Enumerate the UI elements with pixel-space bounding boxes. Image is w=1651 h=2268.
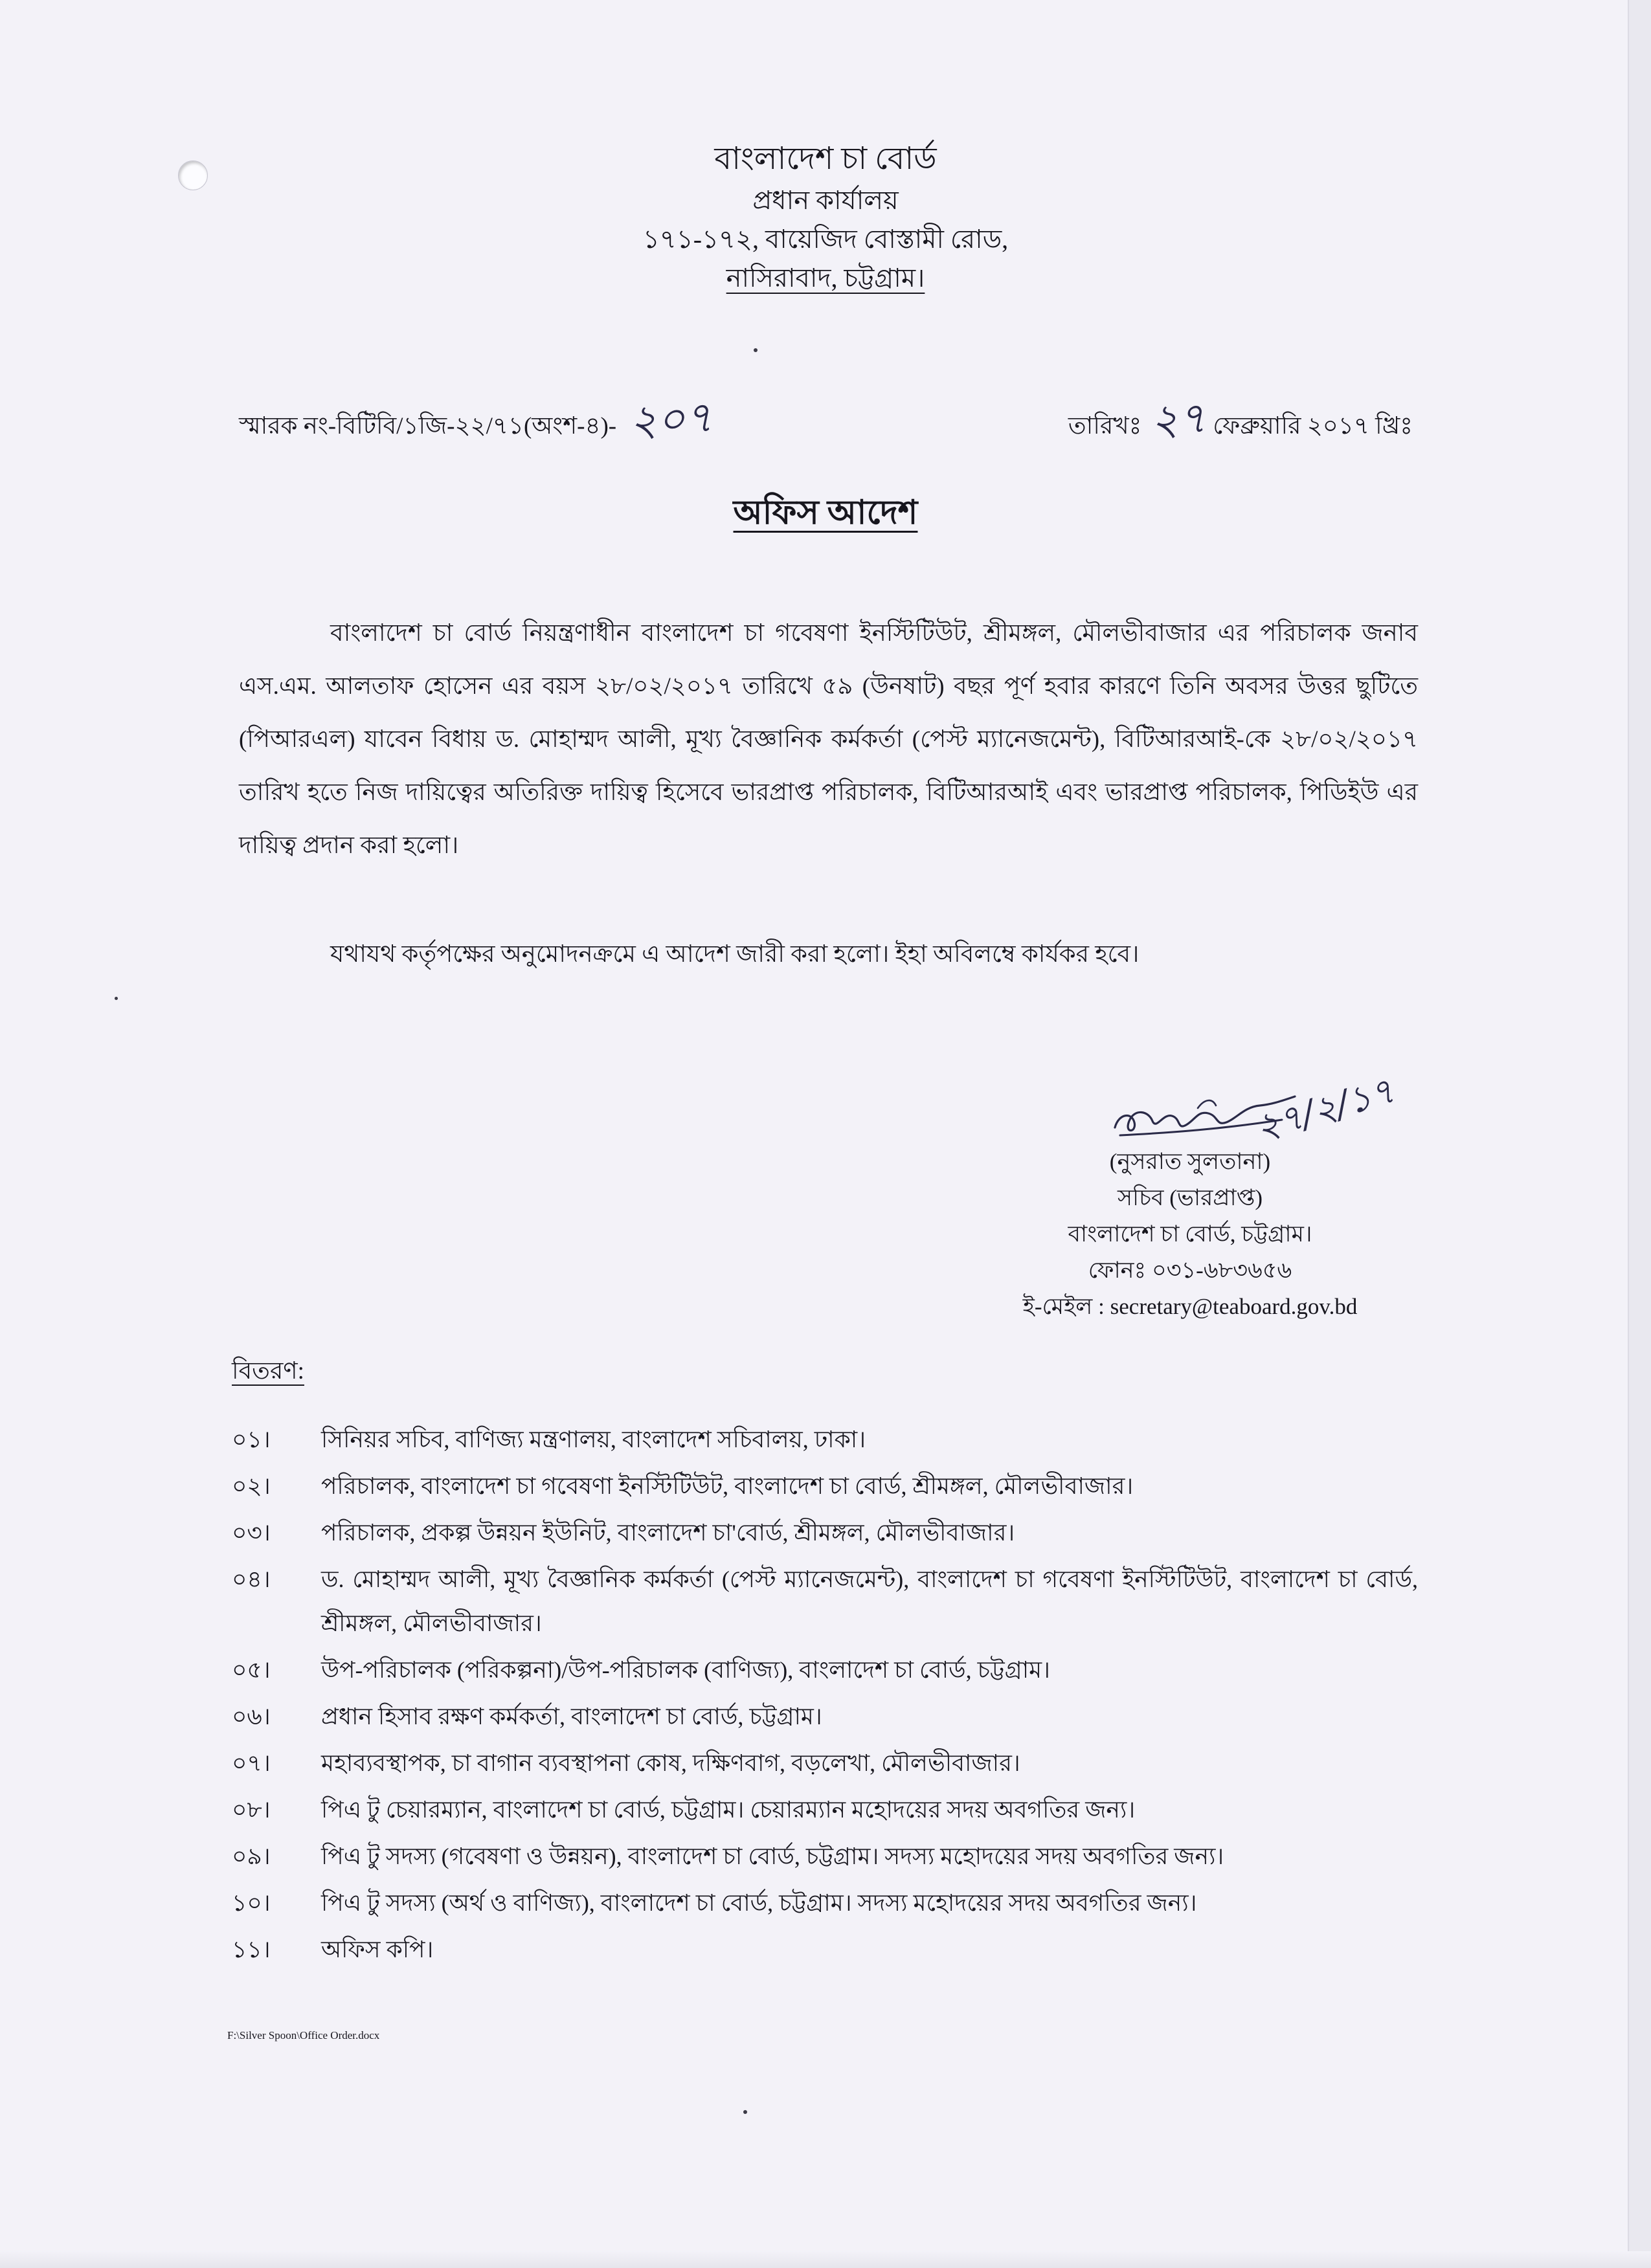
order-paragraph-1: বাংলাদেশ চা বোর্ড নিয়ন্ত্রণাধীন বাংলাদেশ চা গবেষণা ইনস্টিটিউট, শ্রীমঙ্গল, মৌলভীবাজার এর পরিচালক জনাব এস.এম. আলতাফ হোসেন এর বয়স ২৮/০২/২০১৭ তারিখে ৫৯ (উনষাট) বছর পূর্ণ হবার কারণে তিনি অবসর উত্তর ছুটিতে (পিআরএল) যাবেন বিধায় ড. মোহাম্মদ আলী, মূখ্য বৈজ্ঞানিক কর্মকর্তা (পেস্ট ম্যানেজমেন্ট), বিটিআরআই-কে ২৮/০২/২০১৭ তারিখ হতে নিজ দায়িত্বের অতিরিক্ত দায়িত্ব হিসেবে ভারপ্রাপ্ত পরিচালক, বিটিআরআই এবং ভারপ্রাপ্ত পরিচালক, পিডিইউ এর দায়িত্ব প্রদান করা হলো। xyxy=(239,620,1418,859)
distribution-item-number: ০৩। xyxy=(232,1520,271,1546)
phone-label: ফোনঃ xyxy=(1088,1258,1147,1283)
distribution-item-text: মহাব্যবস্থাপক, চা বাগান ব্যবস্থাপনা কোষ, দক্ষিণবাগ, বড়লেখা, মৌলভীবাজার। xyxy=(321,1750,1020,1776)
distribution-item xyxy=(232,1788,1418,1832)
signatory-block xyxy=(931,1144,1449,1325)
distribution-item-number: ১১। xyxy=(232,1937,271,1962)
distribution-list xyxy=(232,1418,1418,1974)
document-title-wrap xyxy=(0,489,1651,537)
signatory-phone-line xyxy=(931,1252,1449,1289)
distribution-item-number: ০৮। xyxy=(232,1797,271,1823)
paper-edge-bottom xyxy=(0,2251,1651,2268)
distribution-heading: বিতরণ: xyxy=(232,1358,304,1384)
address-line-1: ১৭১-১৭২, বায়েজিদ বোস্তামী রোড, xyxy=(642,225,1009,254)
distribution-item-text: প্রধান হিসাব রক্ষণ কর্মকর্তা, বাংলাদেশ চা বোর্ড, চট্টগ্রাম। xyxy=(321,1704,822,1729)
distribution-item xyxy=(232,1834,1418,1878)
signatory-designation: সচিব (ভারপ্রাপ্ত) xyxy=(1117,1185,1263,1210)
document-title: অফিস আদেশ xyxy=(733,495,918,531)
phone-number: ০৩১-৬৮৩৬৫৬ xyxy=(1151,1258,1292,1283)
email-address: secretary@teaboard.gov.bd xyxy=(1110,1294,1358,1319)
order-paragraph-2: যথাযথ কর্তৃপক্ষের অনুমোদনক্রমে এ আদেশ জারী করা হলো। ইহা অবিলম্বে কার্যকর হবে। xyxy=(330,941,1140,968)
distribution-item-number: ০৭। xyxy=(232,1750,271,1776)
scan-speck xyxy=(743,2110,747,2114)
distribution-item-text: পরিচালক, বাংলাদেশ চা গবেষণা ইনস্টিটিউট, বাংলাদেশ চা বোর্ড, শ্রীমঙ্গল, মৌলভীবাজার। xyxy=(321,1473,1134,1499)
date-month-year: ফেব্রুয়ারি ২০১৭ খ্রিঃ xyxy=(1213,413,1413,439)
scan-speck xyxy=(115,997,118,1000)
footer-file-path: F:\Silver Spoon\Office Order.docx xyxy=(227,2029,380,2041)
memo-reference-prefix: স্মারক নং-বিটিবি/১জি-২২/৭১(অংশ-৪)- xyxy=(239,413,617,439)
date-day-handwritten: ২৭ xyxy=(1149,392,1208,446)
distribution-item xyxy=(232,1511,1418,1555)
scan-speck xyxy=(754,348,758,352)
address-line-2-wrap xyxy=(0,259,1651,298)
distribution-item-number: ১০। xyxy=(232,1890,271,1916)
distribution-item-number: ০২। xyxy=(232,1473,271,1499)
distribution-item-number: ০৯। xyxy=(232,1843,271,1869)
distribution-item-number: ০৪। xyxy=(232,1566,271,1592)
distribution-item-text: অফিস কপি। xyxy=(321,1937,434,1962)
address-line-2: নাসিরাবাদ, চট্টগ্রাম। xyxy=(726,263,925,293)
memo-reference-number-handwritten: ২০৭ xyxy=(628,392,714,447)
date-label: তারিখঃ xyxy=(1068,413,1142,439)
distribution-item-number: ০৫। xyxy=(232,1657,271,1683)
memo-date xyxy=(1068,392,1413,450)
distribution-item-text: পরিচালক, প্রকল্প উন্নয়ন ইউনিট, বাংলাদেশ চা'বোর্ড, শ্রীমঙ্গল, মৌলভীবাজার। xyxy=(321,1520,1015,1546)
distribution-item-text: ড. মোহাম্মদ আলী, মূখ্য বৈজ্ঞানিক কর্মকর্তা (পেস্ট ম্যানেজমেন্ট), বাংলাদেশ চা গবেষণা ইনস্টিটিউট, বাংলাদেশ চা বোর্ড, শ্রীমঙ্গল, মৌলভীবাজার। xyxy=(321,1566,1418,1636)
signatory-organization: বাংলাদেশ চা বোর্ড, চট্টগ্রাম। xyxy=(1068,1221,1312,1247)
distribution-item-text: পিএ টু সদস্য (গবেষণা ও উন্নয়ন), বাংলাদেশ চা বোর্ড, চট্টগ্রাম। সদস্য মহোদয়ের সদয় অবগতির জন্য। xyxy=(321,1843,1224,1869)
office-name: প্রধান কার্যালয় xyxy=(752,186,899,215)
distribution-item-text: পিএ টু সদস্য (অর্থ ও বাণিজ্য), বাংলাদেশ চা বোর্ড, চট্টগ্রাম। সদস্য মহোদয়ের সদয় অবগতির জন্য। xyxy=(321,1890,1197,1916)
distribution-item xyxy=(232,1741,1418,1785)
distribution-item xyxy=(232,1881,1418,1925)
distribution-item xyxy=(232,1557,1418,1645)
distribution-item xyxy=(232,1695,1418,1739)
letterhead xyxy=(0,137,1651,298)
distribution-item-number: ০১। xyxy=(232,1427,271,1452)
signature-date-handwritten: ২৭/২/১৭ xyxy=(1250,1069,1400,1150)
distribution-item-text: উপ-পরিচালক (পরিকল্পনা)/উপ-পরিচালক (বাণিজ্য), বাংলাদেশ চা বোর্ড, চট্টগ্রাম। xyxy=(321,1657,1051,1683)
distribution-item-text: সিনিয়র সচিব, বাণিজ্য মন্ত্রণালয়, বাংলাদেশ সচিবালয়, ঢাকা। xyxy=(321,1427,866,1452)
distribution-item-number: ০৬। xyxy=(232,1704,271,1729)
email-label: ই-মেইল : xyxy=(1022,1294,1105,1319)
signatory-name: (নুসরাত সুলতানা) xyxy=(1109,1149,1271,1174)
distribution-item xyxy=(232,1928,1418,1972)
paper-edge xyxy=(1628,0,1651,2268)
signatory-email-line xyxy=(931,1289,1449,1325)
distribution-item xyxy=(232,1464,1418,1508)
distribution-item-text: পিএ টু চেয়ারম্যান, বাংলাদেশ চা বোর্ড, চট্টগ্রাম। চেয়ারম্যান মহোদয়ের সদয় অবগতির জন্য। xyxy=(321,1797,1136,1823)
signature-hook-stroke xyxy=(1198,1100,1216,1108)
memo-reference xyxy=(239,392,714,450)
distribution-item xyxy=(232,1418,1418,1462)
organization-name: বাংলাদেশ চা বোর্ড xyxy=(714,142,937,176)
distribution-item xyxy=(232,1648,1418,1692)
